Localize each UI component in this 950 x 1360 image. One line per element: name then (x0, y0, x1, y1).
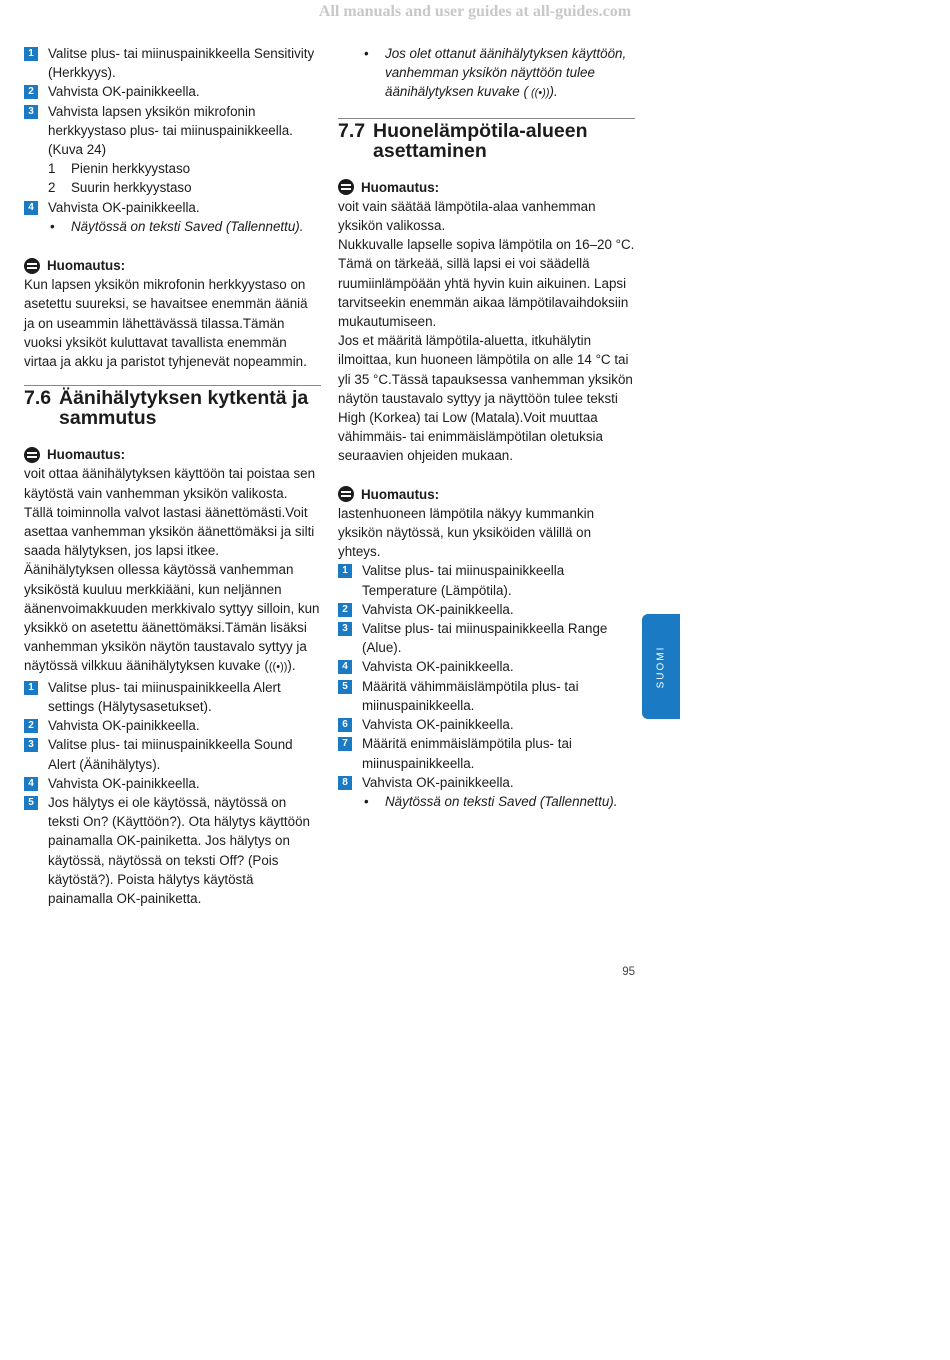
step (338, 734, 635, 772)
step-text: Vahvista OK-painikkeella. (48, 718, 200, 734)
bullet-dot: • (50, 218, 55, 234)
sub-number: 1 (48, 161, 56, 177)
note-icon (24, 447, 40, 463)
section-title: Äänihälytyksen kytkentä ja sammutus (59, 387, 309, 430)
step-number: 2 (338, 603, 352, 617)
bullet-text: Jos olet ottanut äänihälytyksen käyttöön, vanhemman yksikön näyttöön tulee äänihälytyksen kuvake ( (385, 46, 627, 100)
step-number: 5 (24, 796, 38, 810)
step-number: 6 (338, 718, 352, 732)
step-number: 1 (338, 564, 352, 578)
step (338, 715, 635, 734)
step-text: Vahvista OK-painikkeella. (362, 601, 514, 617)
bullet-dot: • (364, 793, 369, 809)
step-number: 3 (338, 622, 352, 636)
note-icon (338, 179, 354, 195)
section-number: 7.6 (24, 387, 52, 410)
section-heading (338, 118, 635, 161)
paragraph-text: Äänihälytyksen ollessa käytössä vanhemman yksiköstä kuuluu merkkiääni, kun neljännen äänenvoimakkuuden merkkivalo syttyy silloin, kun yksikkö on asetettu äänettömäksi.Tämän lisäksi vanhemman yksikön näytön taustavalo syttyy ja näytössä vilkkuu äänihälytyksen kuvake ( (24, 562, 320, 674)
language-tab (642, 614, 680, 719)
paragraph: Tällä toiminnolla valvot lastasi äänettömästi.Voit asettaa vanhemman yksikön äänettömäksi ja silti saada hälytyksen, jos lapsi itkee. (24, 504, 315, 559)
step-text: Valitse plus- tai miinuspainikkeella Sensitivity (Herkkyys). (48, 46, 315, 81)
note-text: Kun lapsen yksikön mikrofonin herkkyystaso on asetettu suureksi, se havaitsee enemmän ääniä ja on useammin lähettävässä tilassa.Tämän vuoksi yksiköt kuluttavat tavallista enemmän virtaa ja akku ja paristot tyhjenevät nopeammin. (24, 277, 308, 370)
step-text: Vahvista OK-painikkeella. (48, 84, 200, 100)
sub-number: 2 (48, 180, 56, 196)
step-text: Vahvista OK-painikkeella. (362, 774, 514, 790)
sub-item (24, 159, 321, 178)
note-title: Huomautus: (47, 258, 126, 274)
step (338, 657, 635, 676)
section-title: Huonelämpötila-alueen asettaminen (373, 119, 588, 162)
step-text: Valitse plus- tai miinuspainikkeella Alert settings (Hälytysasetukset). (48, 679, 281, 714)
bullet-item (338, 792, 635, 811)
step-number: 4 (24, 201, 38, 215)
step-text: Määritä enimmäislämpötila plus- tai miinuspainikkeella. (362, 736, 572, 771)
step-number: 4 (24, 777, 38, 791)
step-text: Valitse plus- tai miinuspainikkeella Sound Alert (Äänihälytys). (48, 737, 293, 772)
step-text: Jos hälytys ei ole käytössä, näytössä on teksti On? (Käyttöön?). Ota hälytys käyttöön painamalla OK-painiketta. Jos hälytys on käytössä, näytössä on teksti Off? (Pois käytöstä?). Poista hälytys käytöstä painamalla OK-painiketta. (48, 794, 310, 906)
sub-text: Pienin herkkyystaso (71, 161, 191, 177)
paragraph (24, 560, 321, 677)
bullet-text: Näytössä on teksti Saved (Tallennettu). (71, 218, 304, 234)
step-text: Vahvista OK-painikkeella. (362, 717, 514, 733)
step (24, 44, 321, 82)
step-number: 7 (338, 737, 352, 751)
step (338, 619, 635, 657)
step-text: Vahvista OK-painikkeella. (362, 659, 514, 675)
step (338, 600, 635, 619)
note-text: voit vain säätää lämpötila-alaa vanhemman yksikön valikossa. (338, 198, 596, 234)
sub-item (24, 178, 321, 197)
note-heading (338, 485, 635, 504)
step (24, 82, 321, 101)
section-heading (24, 385, 321, 428)
step (24, 716, 321, 735)
step-text: Valitse plus- tai miinuspainikkeella Range (Alue). (362, 621, 608, 656)
bullet-item (338, 44, 635, 104)
paragraph-text: ). (287, 658, 296, 674)
note-heading (24, 445, 321, 464)
note-title: Huomautus: (361, 486, 440, 502)
step (24, 774, 321, 793)
note-text: voit ottaa äänihälytyksen käyttöön tai poistaa sen käytöstä vain vanhemman yksikön valikosta. (24, 466, 316, 501)
step (338, 773, 635, 792)
step-text: Valitse plus- tai miinuspainikkeella Temperature (Lämpötila). (362, 563, 565, 598)
step-text: Vahvista lapsen yksikön mikrofonin herkkyystaso plus- tai miinuspainikkeella. (Kuva 24) (48, 103, 293, 158)
step-number: 3 (24, 105, 38, 119)
note-title: Huomautus: (361, 179, 440, 195)
step (24, 102, 321, 160)
step-text: Vahvista OK-painikkeella. (48, 199, 200, 215)
step (24, 678, 321, 716)
step-number: 4 (338, 660, 352, 674)
step-number: 1 (24, 47, 38, 61)
step-number: 3 (24, 738, 38, 752)
bullet-text: Näytössä on teksti Saved (Tallennettu). (385, 793, 618, 809)
step (338, 677, 635, 715)
note-text: lastenhuoneen lämpötila näkyy kummankin yksikön näytössä, kun yksiköiden välillä on yhteys. (338, 505, 595, 560)
step-number: 8 (338, 776, 352, 790)
step (24, 198, 321, 217)
note-icon (338, 486, 354, 502)
bullet-item (24, 217, 321, 236)
section-number: 7.7 (338, 119, 366, 142)
step (24, 793, 321, 908)
page-number: 95 (622, 966, 635, 978)
right-column (338, 44, 635, 811)
left-column (24, 44, 321, 908)
sound-alert-icon: ((•)) (527, 87, 550, 100)
note-title: Huomautus: (47, 447, 126, 463)
bullet-dot: • (364, 46, 369, 61)
step-text: Määritä vähimmäislämpötila plus- tai miinuspainikkeella. (362, 678, 579, 713)
sound-alert-icon: ((•)) (268, 661, 288, 674)
step-text: Vahvista OK-painikkeella. (48, 775, 200, 791)
note-icon (24, 258, 40, 274)
sub-text: Suurin herkkyystaso (71, 180, 192, 196)
bullet-text: ). (549, 84, 558, 100)
paragraph: Nukkuvalle lapselle sopiva lämpötila on 16–20 °C. Tämä on tärkeää, sillä lapsi ei voi säädellä ruumiinlämpöään yhtä hyvin kuin aikuinen. Lapsi tarvitseekin enemmän aikaa lämpötilavaihdoksiin mukautumiseen. (338, 237, 635, 330)
step-number: 2 (24, 85, 38, 99)
step-number: 5 (338, 680, 352, 694)
step (24, 735, 321, 773)
step (338, 561, 635, 599)
step-number: 2 (24, 719, 38, 733)
language-tab-label: SUOMI (655, 645, 667, 688)
note-heading (338, 178, 635, 197)
watermark: All manuals and user guides at all-guides.com (318, 3, 632, 20)
step-number: 1 (24, 681, 38, 695)
paragraph: Jos et määritä lämpötila-aluetta, itkuhälytin ilmoittaa, kun huoneen lämpötila on alle 14 °C tai yli 35 °C.Tässä tapauksessa vanhemman yksikön näytön taustavalo syttyy ja näyttöön tulee teksti High (Korkea) tai Low (Matala).Voit muuttaa vähimmäis- tai enimmäislämpötilan oletuksia seuraavien ohjeiden mukaan. (338, 333, 633, 464)
note-heading (24, 256, 321, 275)
